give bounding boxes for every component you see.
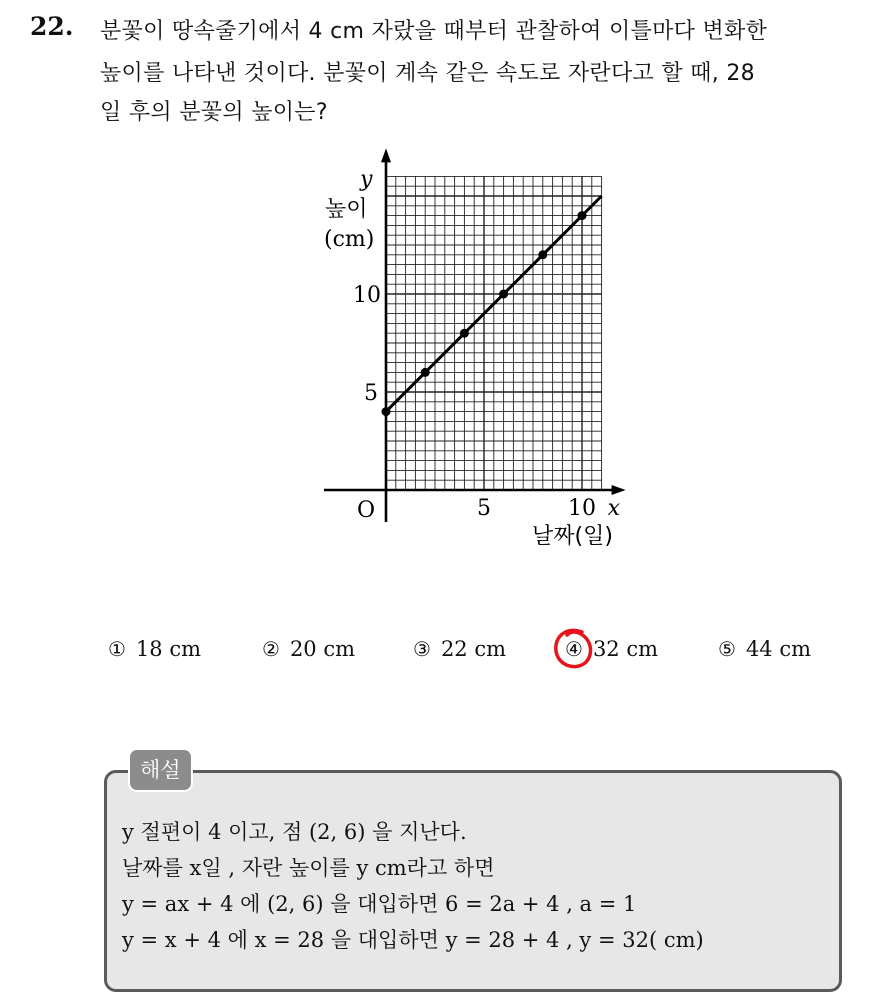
data-point-4 [499,290,508,299]
data-point-5 [538,250,547,259]
data-point-3 [460,329,469,338]
y-axis-variable: y [360,167,373,192]
question-text-line-3: 일 후의 분꽃의 높이는? [100,100,328,125]
question-text-line-1: 분꽃이 땅속줄기에서 4 cm 자랐을 때부터 관찰하여 이틀마다 변화한 [100,19,768,44]
y-tick-label-10: 10 [353,283,381,308]
choice-1-marker: ① [108,637,126,661]
solution-line-1: y 절편이 4 이고, 점 (2, 6) 을 지난다. [122,820,467,844]
chart-series [382,196,602,416]
x-tick-label-10: 10 [568,496,596,521]
choice-3-text: 22 cm [440,637,507,661]
choice-1[interactable] [108,637,201,661]
choice-5-text: 44 cm [745,637,812,661]
choice-3[interactable] [413,637,506,661]
chart-grid [386,176,602,490]
solution-line-2: 날짜를 x일 , 자란 높이를 y cm라고 하면 [122,856,495,880]
origin-label: O [357,498,376,523]
x-axis-variable: x [607,496,621,521]
y-tick-label-5: 5 [364,381,378,406]
chart-labels [324,167,621,549]
choice-2[interactable] [262,637,355,661]
chart-axes [324,148,626,522]
data-point-1 [382,407,391,416]
x-axis-arrow [612,485,626,495]
question-number: 22. [30,12,74,41]
solution-line-3: y = ax + 4 에 (2, 6) 을 대입하면 6 = 2a + 4 , a = 1 [122,892,637,916]
choice-2-text: 20 cm [289,637,356,661]
choice-2-marker: ② [262,637,280,661]
choice-4-marker: ④ [565,637,583,661]
solution-tag: 해설 [128,748,193,792]
answer-circle-mark [552,627,594,671]
solution-line-4: y = x + 4 에 x = 28 을 대입하면 y = 28 + 4 , y = 32( cm) [122,928,704,952]
data-point-6 [578,211,587,220]
choice-3-marker: ③ [413,637,431,661]
y-axis-title-line-2: (cm) [324,227,375,252]
choice-4-text: 32 cm [592,637,659,661]
data-point-2 [421,368,430,377]
choice-5-marker: ⑤ [718,637,736,661]
x-tick-label-5: 5 [477,496,491,521]
answer-choices [0,632,884,672]
choice-5[interactable] [718,637,811,661]
y-axis-title-line-1: 높이 [325,197,368,222]
question-text-line-2: 높이를 나타낸 것이다. 분꽃이 계속 같은 속도로 자란다고 할 때, 28 [100,61,755,86]
x-axis-title: 날짜(일) [532,524,613,549]
choice-1-text: 18 cm [135,637,202,661]
y-axis-arrow [381,148,391,162]
